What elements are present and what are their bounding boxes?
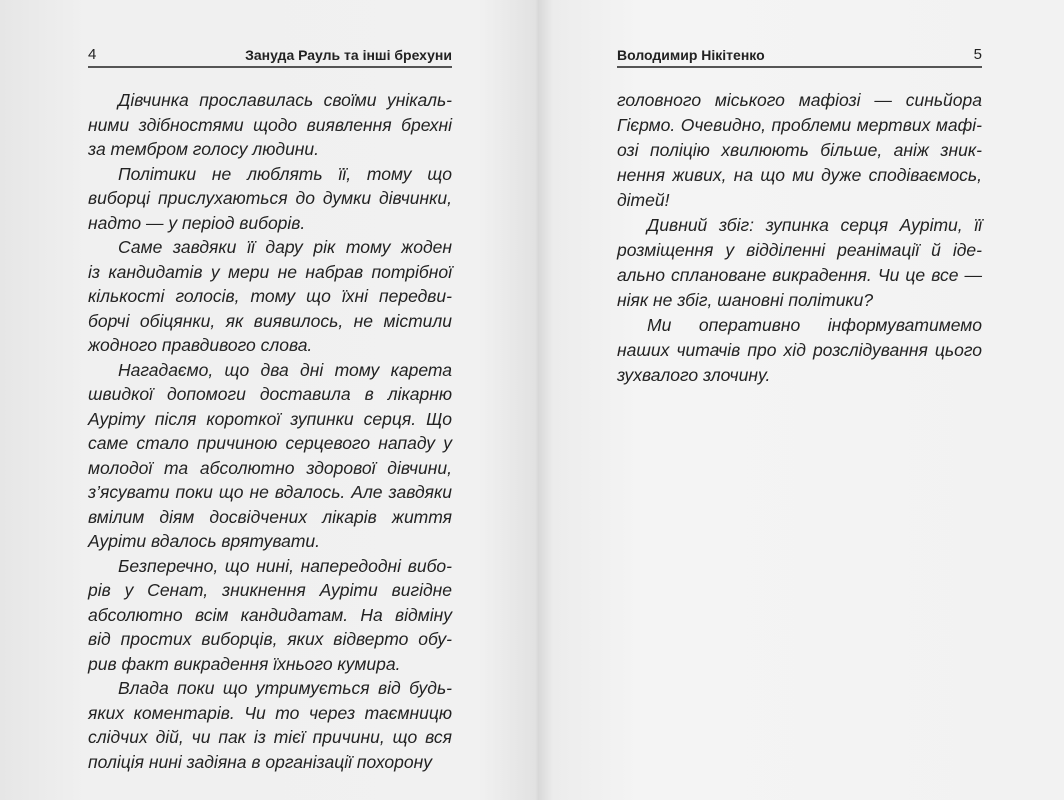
text-line: Ауріту після короткої зупинки серця. Що: [88, 408, 452, 429]
text-line: зухвалого злочину.: [617, 365, 771, 385]
text-line: яких коментарів. Чи то через таємницю: [88, 702, 452, 723]
text-line: ально сплановане викрадення. Чи це все —: [617, 265, 982, 285]
text-line: наших читачів про хід розслідування цього: [617, 340, 982, 360]
page-number: 5: [973, 46, 982, 63]
paragraph: [88, 676, 452, 774]
text-line: Ми оперативно інформуватимемо: [647, 315, 982, 335]
text-line: ніяк не збіг, шановні політики?: [617, 290, 874, 310]
text-line: Безперечно, що нині, напередодні вибо-: [118, 555, 452, 576]
text-line: Саме завдяки її дару рік тому жоден: [118, 237, 452, 257]
paragraph: [617, 88, 982, 213]
paragraph: [617, 213, 982, 313]
left-page-body: [88, 88, 452, 774]
text-line: Політики не люблять її, тому що: [118, 163, 452, 184]
text-line: за тембром голосу людини.: [88, 139, 320, 159]
text-line: Нагадаємо, що два дні тому карета: [118, 359, 452, 380]
text-line: Ауріти вдалось врятувати.: [88, 531, 321, 551]
page-number: 4: [88, 46, 97, 63]
text-line: борчі обіцянки, як виявилось, не містили: [88, 310, 452, 331]
text-line: нення живих, на що ми дуже сподіваємось,: [617, 165, 982, 185]
paragraph: [88, 235, 452, 358]
text-line: вмілим діям досвідчених лікарів життя: [88, 506, 452, 527]
text-line: головного міського мафіозі — синьйора: [617, 90, 982, 110]
text-line: саме стало причиною серцевого нападу у: [88, 433, 452, 453]
text-line: Гієрмо. Очевидно, проблеми мертвих мафі-: [617, 115, 982, 135]
text-line: жодного правдивого слова.: [88, 335, 313, 355]
text-line: поліція нині задіяна в організації похорону: [88, 751, 432, 772]
text-line: від простих виборців, яких відверто обу-: [88, 629, 452, 649]
paragraph: [617, 313, 982, 388]
running-title: Зануда Рауль та інші брехуни: [245, 47, 452, 63]
text-line: рів у Сенат, зникнення Ауріти вигідне: [88, 580, 452, 600]
text-line: рив факт викрадення їхнього кумира.: [88, 653, 401, 674]
text-line: абсолютно всім кандидатам. На відміну: [88, 604, 452, 625]
right-page-body: [617, 88, 982, 388]
text-line: надто — у період виборів.: [88, 212, 306, 233]
text-line: молодої та абсолютно здорової дівчини,: [88, 457, 452, 478]
text-line: кількості голосів, тому що їхні передви-: [88, 286, 452, 306]
text-line: Дівчинка прославилась своїми унікаль-: [118, 90, 452, 110]
text-line: із кандидатів у мери не набрав потрібної: [88, 261, 452, 282]
text-line: швидкої допомоги доставила в лікарню: [88, 384, 452, 404]
text-line: Влада поки що утримується від будь-: [118, 678, 452, 698]
right-page: [617, 0, 982, 800]
paragraph: [88, 88, 452, 162]
left-page: [88, 0, 452, 800]
text-line: слідчих дій, чи пак із тієї причини, що вся: [88, 727, 452, 747]
text-line: виборці прислухаються до думки дівчинки,: [88, 188, 452, 208]
left-page-header: [88, 43, 452, 68]
text-line: з’ясувати поки що не вдалось. Але завдяки: [88, 482, 452, 502]
text-line: розміщення у відділенні реанімації й іде-: [617, 240, 982, 260]
paragraph: [88, 554, 452, 677]
right-page-header: [617, 43, 982, 68]
paragraph: [88, 162, 452, 236]
running-title: Володимир Нікітенко: [617, 47, 765, 63]
text-line: дітей!: [617, 190, 670, 210]
text-line: Дивний збіг: зупинка серця Ауріти, її: [647, 215, 982, 235]
paragraph: [88, 358, 452, 554]
text-line: озі поліцію хвилюють більше, аніж зник-: [617, 140, 982, 160]
text-line: ними здібностями щодо виявлення брехні: [88, 114, 452, 135]
